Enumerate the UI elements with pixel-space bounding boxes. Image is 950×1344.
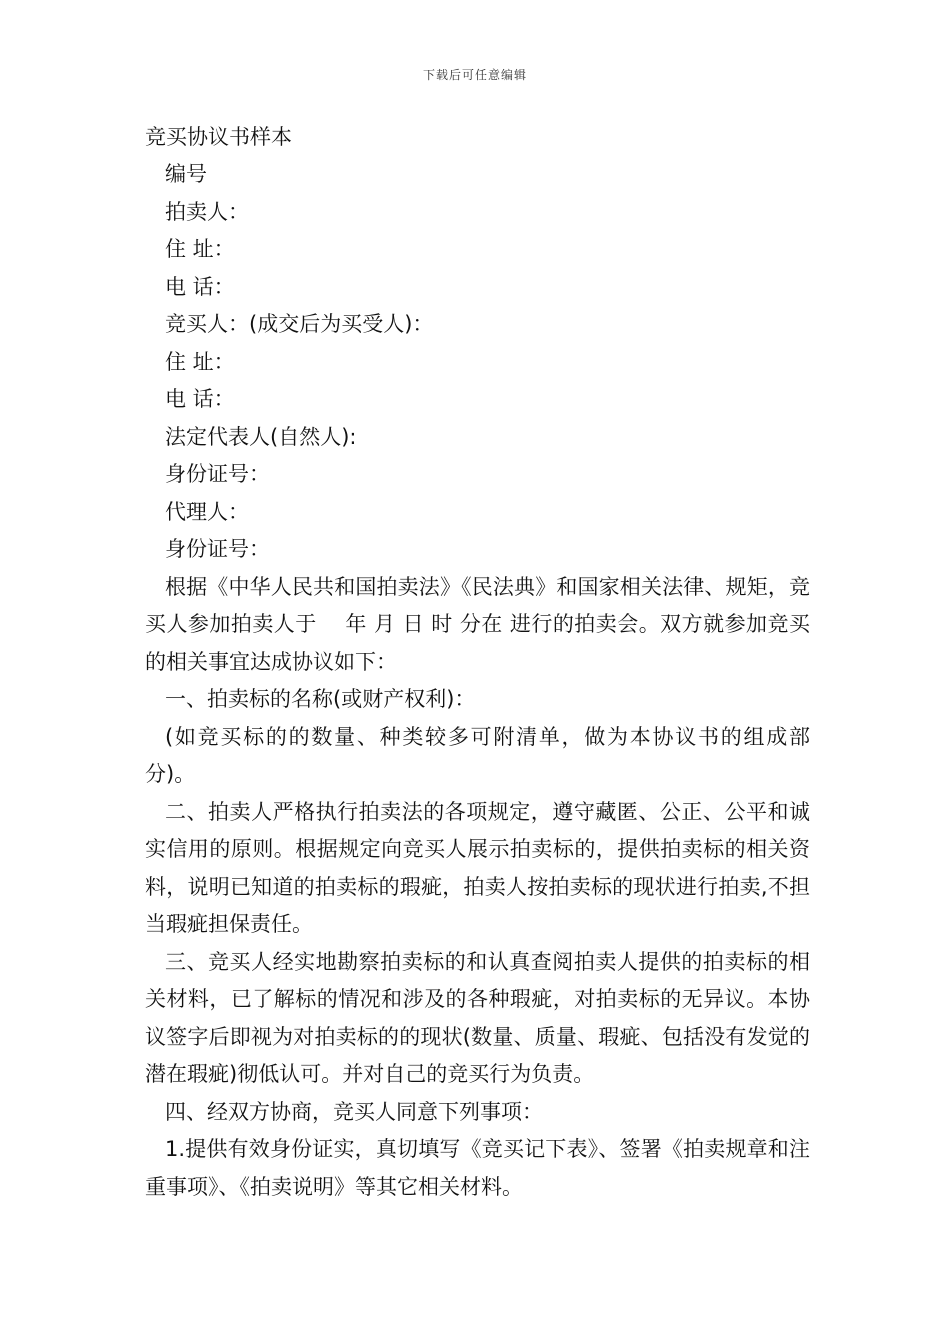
field-bidder-address: 住 址：	[165, 349, 235, 374]
field-agent: 代理人：	[165, 499, 249, 524]
field-legal-representative: 法定代表人(自然人):	[165, 424, 357, 449]
paragraph-clause-2: 二、拍卖人严格执行拍卖法的各项规定，遵守藏匿、公正、公平和诚实信用的原则。根据规定向竞买人展示拍卖标的，提供拍卖标的相关资料，说明已知道的拍卖标的瑕疵，拍卖人按拍卖标的现状进行拍卖,不担当瑕疵担保责任。	[145, 799, 810, 936]
field-id-number: 身份证号：	[165, 462, 270, 486]
paragraph-clause-3: 三、竞买人经实地勘察拍卖标的和认真查阅拍卖人提供的拍卖标的相关材料，已了解标的情况和涉及的各种瑕疵，对拍卖标的无异议。本协议签字后即视为对拍卖标的的现状(数量、质量、瑕疵、包括没有发觉的潜在瑕疵)彻低认可。并对自己的竞买行为负责。	[145, 949, 810, 1086]
field-auctioneer-phone: 电 话：	[165, 274, 235, 299]
paragraph-clause-4-item-1: 1.提供有效身份证实，真切填写《竞买记下表》、签署《拍卖规章和注重事项》、《拍卖说明》等其它相关材料。	[145, 1137, 810, 1199]
page-header-note: 下载后可任意编辑	[422, 68, 527, 82]
paragraph-preamble: 根据《中华人民共和国拍卖法》《民法典》和国家相关法律、规矩，竞买人参加拍卖人于 年 月 日 时 分在 进行的拍卖会。双方就参加竞买的相关事宜达成协议如下：	[145, 574, 810, 674]
field-serial-number: 编号	[165, 162, 207, 186]
paragraph-clause-4: 四、经双方协商，竞买人同意下列事项：	[165, 1099, 543, 1124]
field-auctioneer-address: 住 址：	[165, 237, 235, 261]
field-bidder-phone: 电 话：	[165, 387, 235, 411]
paragraph-clause-1: 一、拍卖标的名称(或财产权利)：	[165, 687, 476, 711]
document-title: 竞买协议书样本	[145, 125, 292, 149]
field-auctioneer: 拍卖人：	[165, 199, 249, 224]
field-agent-id-number: 身份证号：	[165, 537, 270, 561]
document-body	[145, 118, 810, 1206]
paragraph-clause-1-note: (如竞买标的的数量、种类较多可附清单，做为本协议书的组成部分)。	[145, 724, 810, 786]
field-bidder: 竞买人：(成交后为买受人)：	[165, 312, 434, 336]
